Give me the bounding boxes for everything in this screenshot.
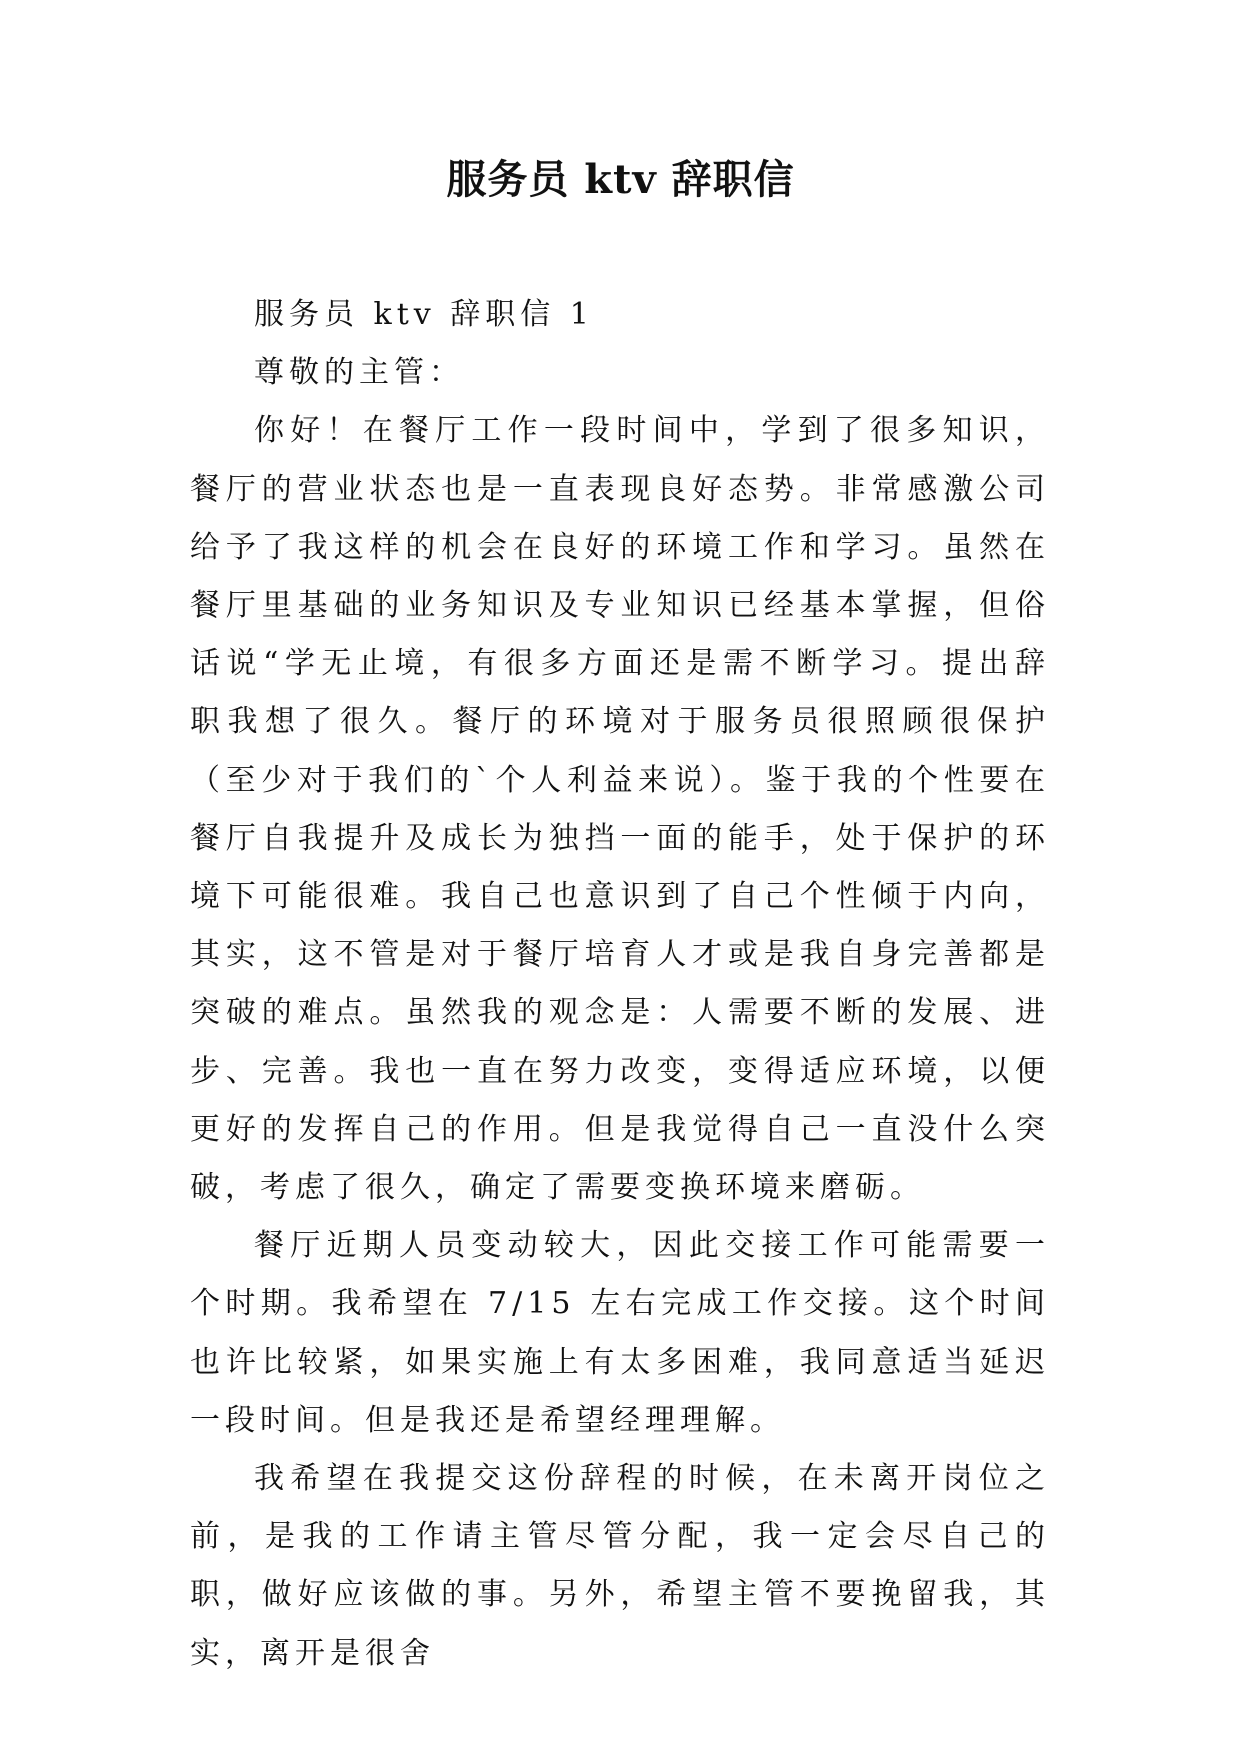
salutation: 尊敬的主管： — [254, 355, 464, 391]
paragraph-3: 我希望在我提交这份辞程的时候，在未离开岗位之前，是我的工作请主管尽管分配，我一定会尽自己的职，做好应该做的事。另外，希望主管不要挽留我，其实，离开是很舍 — [190, 1461, 1050, 1671]
letter-subtitle: 服务员 ktv 辞职信 1 — [254, 297, 594, 332]
paragraph-1: 你好！在餐厅工作一段时间中，学到了很多知识，餐厅的营业状态也是一直表现良好态势。非常感激公司给予了我这样的机会在良好的环境工作和学习。虽然在餐厅里基础的业务知识及专业知识已经基本掌握，但俗话说“学无止境，有很多方面还是需不断学习。提出辞职我想了很久。餐厅的环境对于服务员很照顾很保护（至少对于我们的`个人利益来说）。鉴于我的个性要在餐厅自我提升及成长为独挡一面的能手，处于保护的环境下可能很难。我自己也意识到了自己个性倾于内向，其实，这不管是对于餐厅培育人才或是我自身完善都是突破的难点。虽然我的观念是：人需要不断的发展、进步、完善。我也一直在努力改变，变得适应环境，以便更好的发挥自己的作用。但是我觉得自己一直没什么突破，考虑了很久，确定了需要变换环境来磨砺。 — [190, 413, 1050, 1206]
document-body — [190, 286, 1050, 1683]
document-title: 服务员 ktv 辞职信 — [446, 156, 795, 203]
paragraph-2: 餐厅近期人员变动较大，因此交接工作可能需要一个时期。我希望在 7/15 左右完成工作交接。这个时间也许比较紧，如果实施上有太多困难，我同意适当延迟一段时间。但是我还是希望经理理解。 — [190, 1228, 1050, 1438]
